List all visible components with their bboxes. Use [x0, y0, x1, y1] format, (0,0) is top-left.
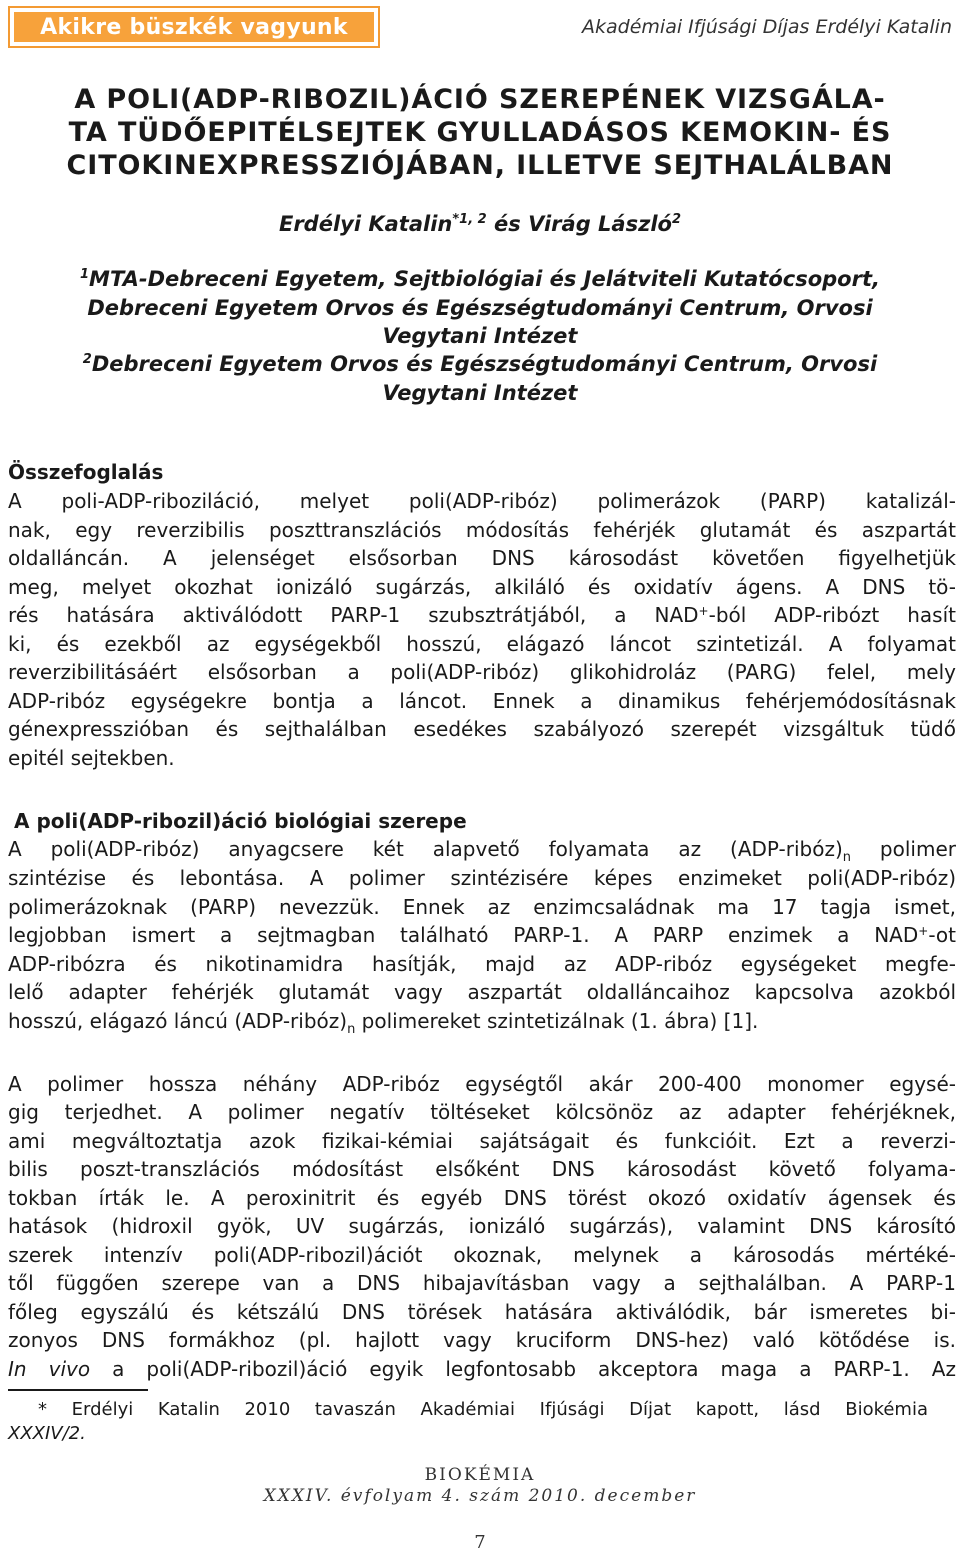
- summary-line: ki, és ezekből az egységekből hosszú, elágazó láncot szintetizál. A folyamat: [8, 632, 956, 656]
- superscript-plus: +: [918, 924, 929, 938]
- body-line: [8, 1357, 956, 1387]
- author-1: Erdélyi Katalin: [278, 212, 453, 236]
- summary-line: reverzibilitásáért elsősorban a poli(ADP-ribóz) glikohidroláz (PARG) felel, mely: [8, 660, 956, 684]
- affiliation-1-line-3: Vegytani Intézet: [382, 324, 578, 348]
- summary-heading: Összefoglalás: [8, 460, 164, 484]
- body-line: szintézise és lebontása. A polimer szintézisére képes enzimeket poli(ADP-ribóz): [8, 866, 956, 890]
- summary-line: nak, egy reverzibilis poszttranszlációs módosítás fehérjék glutamát és aszpartát: [8, 518, 956, 542]
- superscript-plus: +: [698, 604, 709, 618]
- body-line: bilis poszt-transzlációs módosítást elsőként DNS károsodást követő folyama-: [8, 1157, 956, 1181]
- body-line: szerek intenzív poli(ADP-ribozil)ációt okoznak, melynek a károsodás mértéké-: [8, 1243, 956, 1267]
- article-title-line-1: A POLI(ADP-RIBOZIL)ÁCIÓ SZEREPÉNEK VIZSGÁLA-: [74, 84, 886, 115]
- authors-conjunction: és: [486, 212, 529, 236]
- summary-line: meg, melyet okozhat ionizáló sugárzás, alkiláló és oxidatív ágens. A DNS tö-: [8, 575, 956, 599]
- author-2: Virág László: [528, 212, 672, 236]
- page-number: 7: [474, 1532, 486, 1553]
- body-line: zonyos DNS formákhoz (pl. hajlott vagy kruciform DNS-hez) való kötődése is.: [8, 1328, 956, 1352]
- article-title-line-3: CITOKINEXPRESSZIÓJÁBAN, ILLETVE SEJTHALÁLBAN: [66, 150, 894, 181]
- section-heading: A poli(ADP-ribozil)áció biológiai szerepe: [14, 809, 467, 833]
- body-line: hatások (hidroxil gyök, UV sugárzás, ionizáló sugárzás), valamint DNS károsító: [8, 1214, 956, 1238]
- body-line: gig terjedhet. A polimer negatív töltéseket kölcsönöz az adapter fehérjéknek,: [8, 1100, 956, 1124]
- author-2-affiliation-marks: 2: [671, 212, 681, 227]
- affiliation-1-line-1: [0, 267, 960, 291]
- body-text: legjobban ismert a sejtmagban található PARP-1. A PARP enzimek a NAD: [8, 923, 919, 947]
- issue-info: XXXIV. évfolyam 4. szám 2010. december: [263, 1486, 697, 1506]
- footnote-rule: [8, 1389, 148, 1391]
- body-text: a poli(ADP-ribozil)áció egyik legfontosabb akceptora maga a PARP-1. Az: [90, 1357, 956, 1381]
- section-badge-label: Akikre büszkék vagyunk: [14, 12, 374, 42]
- subscript-n: n: [842, 850, 851, 865]
- body-line: [8, 1009, 956, 1039]
- running-header: Akadémiai Ifjúsági Díjas Erdélyi Katalin: [582, 16, 952, 38]
- body-line: től függően szerepe van a DNS hibajavításban vagy a sejthalálban. A PARP-1: [8, 1271, 956, 1295]
- body-line: főleg egyszálú és kétszálú DNS törések hatására aktiválódik, bár ismeretes bi-: [8, 1300, 956, 1324]
- body-line: A polimer hossza néhány ADP-ribóz egységtől akár 200-400 monomer egysé-: [8, 1072, 956, 1096]
- body-line: [8, 923, 956, 953]
- summary-line: ADP-ribóz egységekre bontja a láncot. Ennek a dinamikus fehérjemódosításnak: [8, 689, 956, 713]
- body-line: [8, 837, 956, 867]
- body-text: polimer: [851, 837, 956, 861]
- body-line: ami megváltoztatja azok fizikai-kémiai sajátságait és funkcióit. Ezt a reverzi-: [8, 1129, 956, 1153]
- body-line: polimerázoknak (PARP) nevezzük. Ennek az enzimcsaládnak ma 17 tagja ismet,: [8, 895, 956, 919]
- body-text: A poli(ADP-ribóz) anyagcsere két alapvető folyamata az (ADP-ribóz): [8, 837, 843, 861]
- author-1-affiliation-marks: *1, 2: [452, 212, 487, 227]
- body-text: hosszú, elágazó láncú (ADP-ribóz): [8, 1009, 348, 1033]
- footnote-line: XXXIV/2.: [8, 1423, 86, 1444]
- summary-text: rés hatására aktiválódott PARP-1 szubsztrátjából, a NAD: [8, 603, 699, 627]
- body-line: ADP-ribózra és nikotinamidra hasítják, majd az ADP-ribóz egységeket megfe-: [8, 952, 956, 976]
- summary-text: -ból ADP-ribózt hasít: [708, 603, 956, 627]
- footnote-line: * Erdélyi Katalin 2010 tavaszán Akadémiai Ifjúsági Díjat kapott, lásd Biokémia: [38, 1399, 928, 1420]
- article-title-line-2: TA TÜDŐEPITÉLSEJTEK GYULLADÁSOS KEMOKIN- ÉS: [68, 117, 892, 148]
- affiliation-2-mark: 2: [82, 352, 92, 367]
- summary-line: [8, 603, 956, 633]
- affiliation-2-text-1: Debreceni Egyetem Orvos és Egészségtudományi Centrum, Orvosi: [91, 352, 878, 376]
- summary-line: oldalláncán. A jelenséget elsősorban DNS károsodást követően figyelhetjük: [8, 546, 956, 570]
- affiliation-1-line-2: Debreceni Egyetem Orvos és Egészségtudományi Centrum, Orvosi: [87, 296, 873, 320]
- affiliation-1-mark: 1: [80, 267, 90, 282]
- section-badge: [8, 6, 380, 48]
- body-line: lelő adapter fehérjék glutamát vagy aszpartát oldalláncaihoz kapcsolva azokból: [8, 980, 956, 1004]
- body-text: -ot: [928, 923, 956, 947]
- summary-line: epitél sejtekben.: [8, 746, 175, 770]
- subscript-n: n: [347, 1022, 356, 1037]
- authors-line: [0, 212, 960, 236]
- body-text: polimereket szintetizálnak (1. ábra) [1].: [355, 1009, 759, 1033]
- body-line: tokban írták le. A peroxinitrit és egyéb DNS törést okozó oxidatív ágensek és: [8, 1186, 956, 1210]
- summary-line: A poli-ADP-riboziláció, melyet poli(ADP-ribóz) polimerázok (PARP) katalizál-: [8, 489, 956, 513]
- summary-line: génexpresszióban és sejthalálban esedékes szabályozó szerepét vizsgáltuk tüdő: [8, 717, 956, 741]
- affiliation-1-text-1: MTA-Debreceni Egyetem, Sejtbiológiai és Jelátviteli Kutatócsoport,: [89, 267, 880, 291]
- affiliation-2-line-2: Vegytani Intézet: [382, 381, 578, 405]
- affiliation-2-line-1: [0, 352, 960, 376]
- journal-name: BIOKÉMIA: [424, 1465, 536, 1485]
- italic-term: In vivo: [8, 1357, 91, 1381]
